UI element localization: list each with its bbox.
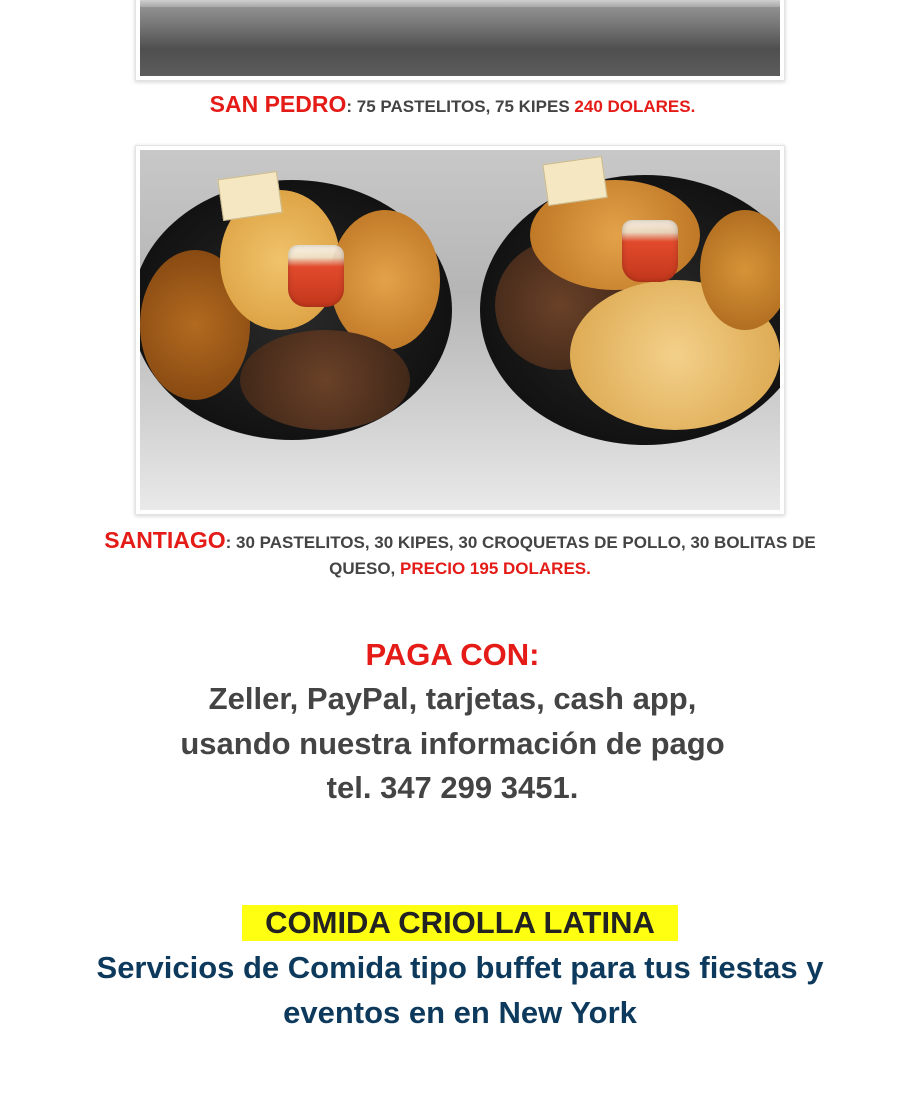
payment-phone-line: tel. 347 299 3451. [326,770,579,805]
santiago-caption [80,527,840,582]
services-tagline: Servicios de Comida tipo buffet para tus fiestas y eventos en en New York [96,950,824,1030]
santiago-price: PRECIO 195 DOLARES. [400,559,591,578]
san-pedro-name: SAN PEDRO [209,91,347,117]
payment-title: PAGA CON: [365,637,540,672]
santiago-photo-frame [135,145,785,515]
san-pedro-items: 75 PASTELITOS, 75 KIPES [352,97,575,116]
payment-info-line: usando nuestra información de pago [180,725,725,761]
san-pedro-price: 240 DOLARES. [574,97,696,116]
payment-section [0,633,905,811]
santiago-items: 30 PASTELITOS, 30 KIPES, 30 CROQUETAS DE POLLO, 30 BOLITAS DE QUESO, [231,533,816,578]
san-pedro-caption [0,90,905,121]
santiago-separator: : [225,533,232,552]
san-pedro-photo-frame [135,0,785,81]
san-pedro-separator: : [346,97,353,116]
payment-methods-line: Zeller, PayPal, tarjetas, cash app, [208,681,697,716]
san-pedro-photo [140,0,780,76]
santiago-photo [140,150,780,510]
santiago-name: SANTIAGO [104,527,226,553]
brand-title: COMIDA CRIOLLA LATINA [242,905,678,941]
